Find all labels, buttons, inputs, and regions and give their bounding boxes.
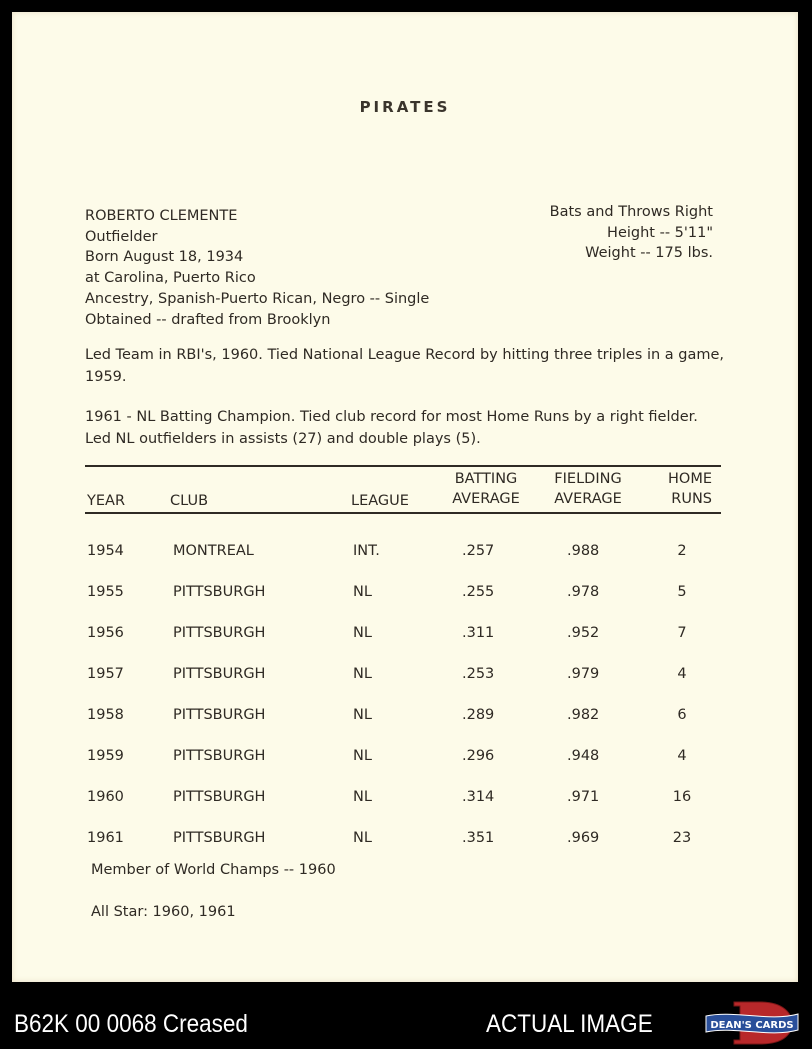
header-year: YEAR <box>87 493 126 509</box>
cell-league: NL <box>353 584 372 600</box>
table-row <box>12 789 798 813</box>
cell-year: 1960 <box>87 789 124 805</box>
inventory-label: B62K 00 0068 Creased <box>14 1010 248 1038</box>
all-star-note: All Star: 1960, 1961 <box>91 904 236 920</box>
world-champs-note: Member of World Champs -- 1960 <box>91 862 336 878</box>
header-batting-average <box>444 469 528 509</box>
cell-club: PITTSBURGH <box>173 625 266 641</box>
cell-batting-average: .255 <box>462 584 495 600</box>
cell-year: 1959 <box>87 748 124 764</box>
header-hr-line1: HOME <box>668 471 712 487</box>
header-fielding-line1: FIELDING <box>554 471 622 487</box>
cell-league: NL <box>353 830 372 846</box>
player-position: Outfielder <box>85 228 158 245</box>
cell-fielding-average: .988 <box>567 543 600 559</box>
actual-image-label: ACTUAL IMAGE <box>486 1010 653 1038</box>
header-league: LEAGUE <box>351 493 409 509</box>
cell-batting-average: .351 <box>462 830 495 846</box>
height: Height -- 5'11" <box>607 224 713 241</box>
cell-home-runs: 4 <box>677 748 687 764</box>
note-paragraph: 1961 - NL Batting Champion. Tied club record for most Home Runs by a right fielder. Led NL outfielders in assists (27) and double plays (5). <box>85 409 698 447</box>
table-top-rule <box>85 465 721 467</box>
cell-fielding-average: .971 <box>567 789 600 805</box>
header-home-runs <box>652 469 712 509</box>
player-ancestry: Ancestry, Spanish-Puerto Rican, Negro -- Single <box>85 290 430 307</box>
cell-home-runs: 16 <box>672 789 692 805</box>
cell-club: PITTSBURGH <box>173 666 266 682</box>
team-name: PIRATES <box>359 98 451 116</box>
cell-fielding-average: .952 <box>567 625 600 641</box>
cell-fielding-average: .978 <box>567 584 600 600</box>
cell-fielding-average: .969 <box>567 830 600 846</box>
cell-club: PITTSBURGH <box>173 707 266 723</box>
cell-year: 1958 <box>87 707 124 723</box>
card-back <box>12 12 798 982</box>
cell-fielding-average: .979 <box>567 666 600 682</box>
header-hr-line2: RUNS <box>671 491 712 507</box>
cell-batting-average: .289 <box>462 707 495 723</box>
cell-home-runs: 4 <box>677 666 687 682</box>
cell-batting-average: .253 <box>462 666 495 682</box>
table-row <box>12 584 798 608</box>
weight: Weight -- 175 lbs. <box>585 245 713 262</box>
cell-year: 1961 <box>87 830 124 846</box>
cell-year: 1956 <box>87 625 124 641</box>
cell-league: NL <box>353 789 372 805</box>
cell-home-runs: 6 <box>677 707 687 723</box>
header-batting-line2: AVERAGE <box>452 491 520 507</box>
header-batting-line1: BATTING <box>454 471 518 487</box>
logo-text: DEAN'S CARDS <box>710 1020 794 1031</box>
deans-cards-logo <box>704 1000 800 1046</box>
cell-home-runs: 7 <box>677 625 687 641</box>
cell-home-runs: 2 <box>677 543 687 559</box>
table-header-rule <box>85 512 721 514</box>
cell-league: NL <box>353 748 372 764</box>
cell-batting-average: .314 <box>462 789 495 805</box>
cell-league: INT. <box>353 543 380 559</box>
header-fielding-average <box>546 469 630 509</box>
player-bio <box>85 206 429 330</box>
bats-throws: Bats and Throws Right <box>549 204 713 220</box>
cell-club: PITTSBURGH <box>173 584 266 600</box>
table-row <box>12 830 798 854</box>
cell-fielding-average: .948 <box>567 748 600 764</box>
table-row <box>12 666 798 690</box>
player-born: Born August 18, 1934 <box>85 249 244 266</box>
cell-club: PITTSBURGH <box>173 789 266 805</box>
header-club: CLUB <box>170 493 209 509</box>
table-row <box>12 543 798 567</box>
cell-home-runs: 5 <box>677 584 687 600</box>
cell-league: NL <box>353 707 372 723</box>
table-row <box>12 625 798 649</box>
cell-batting-average: .311 <box>462 625 495 641</box>
cell-club: PITTSBURGH <box>173 748 266 764</box>
player-obtained: Obtained -- drafted from Brooklyn <box>85 311 331 328</box>
cell-home-runs: 23 <box>672 830 692 846</box>
cell-batting-average: .257 <box>462 543 495 559</box>
cell-league: NL <box>353 625 372 641</box>
cell-year: 1957 <box>87 666 124 682</box>
table-row <box>12 748 798 772</box>
cell-year: 1955 <box>87 584 124 600</box>
player-name: ROBERTO CLEMENTE <box>85 208 238 224</box>
header-fielding-line2: AVERAGE <box>554 491 622 507</box>
cell-league: NL <box>353 666 372 682</box>
cell-fielding-average: .982 <box>567 707 600 723</box>
player-birthplace: at Carolina, Puerto Rico <box>85 270 256 287</box>
cell-batting-average: .296 <box>462 748 495 764</box>
table-row <box>12 707 798 731</box>
cell-club: MONTREAL <box>173 543 254 559</box>
cell-club: PITTSBURGH <box>173 830 266 846</box>
cell-year: 1954 <box>87 543 124 559</box>
player-physical <box>550 202 713 264</box>
note-paragraph: Led Team in RBI's, 1960. Tied National League Record by hitting three triples in a game, 1959. <box>85 347 725 385</box>
